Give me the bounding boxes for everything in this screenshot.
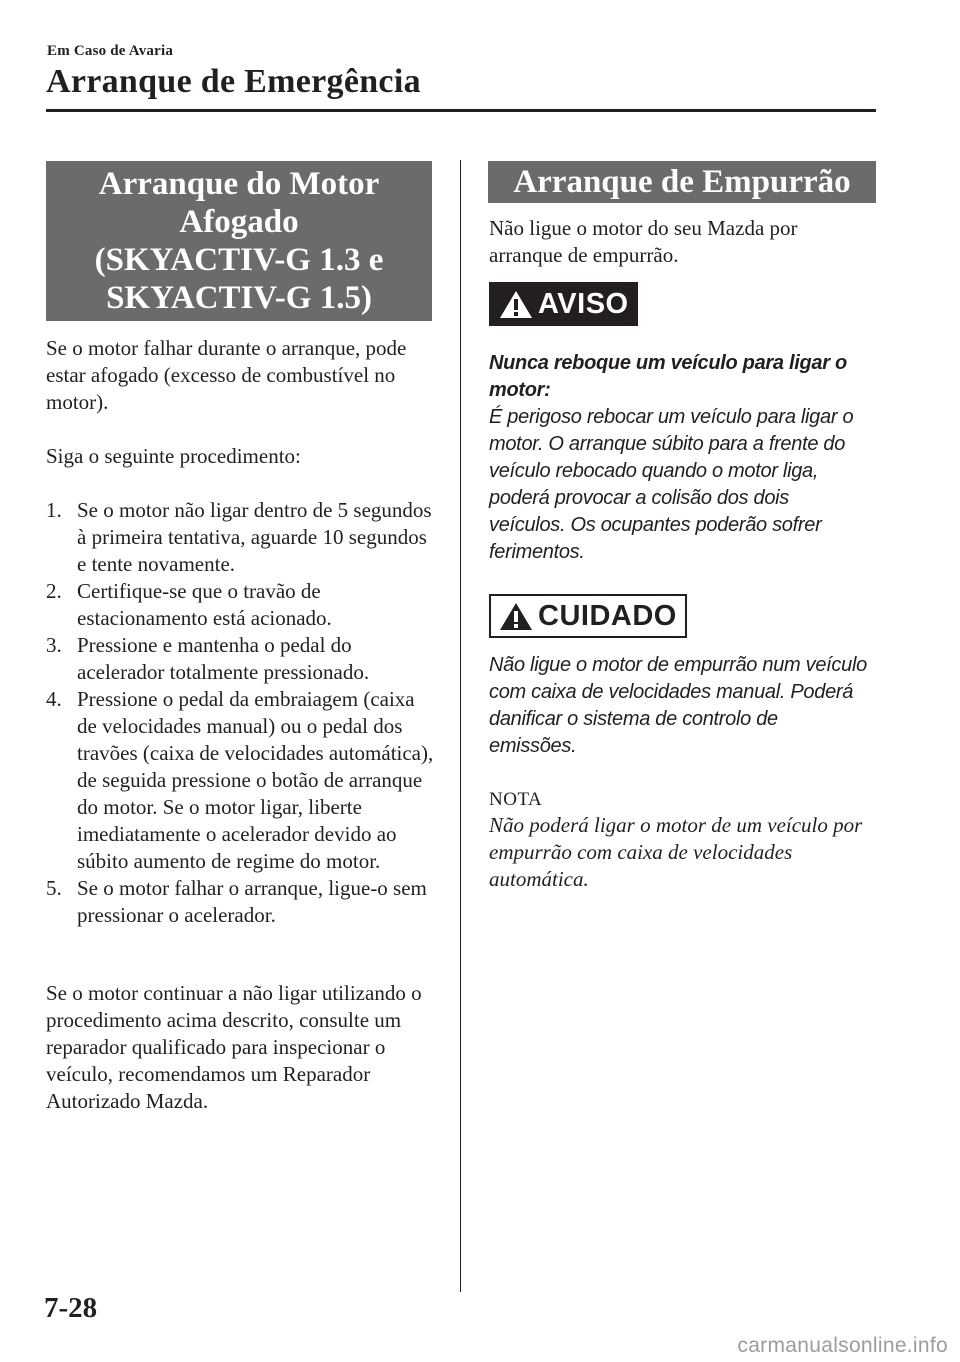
column-divider [460, 160, 461, 1292]
warning-text: É perigoso rebocar um veículo para ligar o motor. O arranque súbito para a frente do veículo rebocado quando o motor liga, poderá provocar a colisão dos dois veículos. Os ocupantes poderão sofrer ferimentos. [489, 406, 854, 563]
step-number: 4. [46, 687, 62, 711]
warning-label: AVISO [538, 287, 629, 320]
step-text: Se o motor falhar o arranque, ligue-o sem pressionar o acelerador. [77, 876, 427, 927]
procedure-steps [46, 497, 438, 929]
procedure-step [46, 578, 438, 632]
procedure-step [46, 632, 438, 686]
watermark: carmanualsonline.info [737, 1334, 948, 1357]
step-text: Certifique-se que o travão de estacionamento está acionado. [77, 579, 332, 630]
banner-line: Arranque do Motor [98, 166, 380, 202]
warning-triangle-icon [499, 601, 533, 631]
note-text: Não poderá ligar o motor de um veículo por empurrão com caixa de velocidades automática. [489, 813, 863, 891]
step-number: 5. [46, 876, 62, 900]
banner-line: Afogado [179, 204, 299, 240]
step-text: Pressione e mantenha o pedal do acelerador totalmente pressionado. [77, 633, 370, 684]
header-rule [46, 109, 876, 112]
step-number: 1. [46, 498, 62, 522]
warning-badge [489, 282, 638, 326]
caution-badge [489, 594, 687, 638]
step-number: 3. [46, 633, 62, 657]
closing-paragraph: Se o motor continuar a não ligar utilizando o procedimento acima descrito, consulte um reparador qualificado para inspecionar o veículo, recomendamos um Reparador Autorizado Mazda. [46, 981, 422, 1113]
section-banner-flooded-engine [46, 161, 432, 321]
note-title: NOTA [489, 789, 543, 810]
section-banner-push-start: Arranque de Empurrão [488, 161, 876, 203]
step-text: Se o motor não ligar dentro de 5 segundos à primeira tentativa, aguarde 10 segundos e tente novamente. [77, 498, 432, 576]
warning-heading: Nunca reboque um veículo para ligar o motor: [489, 352, 847, 401]
page-header-title: Arranque de Emergência [46, 63, 421, 100]
step-text: Pressione o pedal da embraiagem (caixa de velocidades manual) ou o pedal dos travões (caixa de velocidades automática), de seguida pressione o botão de arranque do motor. Se o motor ligar, liberte imediatamente o acelerador devido ao súbito aumento de regime do motor. [77, 687, 434, 873]
chapter-label: Em Caso de Avaria [47, 43, 174, 59]
banner-line: (SKYACTIV-G 1.3 e [94, 242, 384, 278]
caution-text: Não ligue o motor de empurrão num veículo com caixa de velocidades manual. Poderá danificar o sistema de controlo de emissões. [489, 654, 867, 757]
warning-triangle-icon [499, 289, 533, 319]
page-number: 7-28 [44, 1292, 98, 1324]
push-start-intro: Não ligue o motor do seu Mazda por arranque de empurrão. [489, 216, 798, 267]
procedure-lead: Siga o seguinte procedimento: [46, 444, 301, 468]
step-number: 2. [46, 579, 62, 603]
banner-line: SKYACTIV-G 1.5) [106, 280, 372, 316]
procedure-step [46, 875, 438, 929]
caution-label: CUIDADO [538, 599, 677, 632]
flooded-intro-paragraph: Se o motor falhar durante o arranque, pode estar afogado (excesso de combustível no motor). [46, 336, 407, 414]
procedure-step [46, 686, 438, 875]
procedure-step [46, 497, 438, 578]
